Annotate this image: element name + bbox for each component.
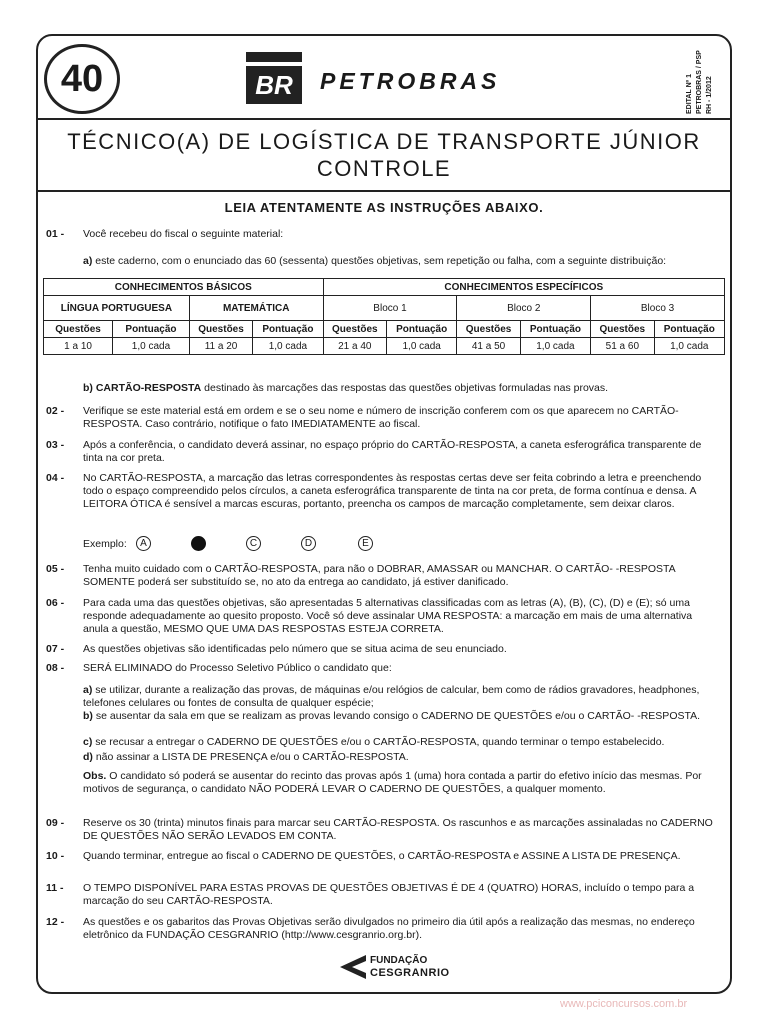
title-divider: [36, 190, 732, 192]
example-label: Exemplo:: [83, 538, 127, 550]
item-08c: c) se recusar a entregar o CADERNO DE QUESTÕES e/ou o CARTÃO-RESPOSTA, quando terminar o tempo estabelecido.: [83, 736, 665, 748]
item-number: 09 -: [46, 817, 65, 829]
item-number: 01 -: [46, 228, 65, 240]
item-02: Verifique se este material está em ordem e se o seu nome e número de inscrição conferem com os que aparecem no CARTÃO-RESPOSTA. Caso contrário, notifique o fato IMEDIATAMENTE ao fiscal.: [83, 405, 679, 430]
br-logo-icon: BR: [246, 52, 302, 104]
instructions-heading: LEIA ATENTAMENTE AS INSTRUÇÕES ABAIXO.: [224, 200, 544, 215]
bubble-a: A: [136, 536, 151, 551]
item-01b: b) CARTÃO-RESPOSTA destinado às marcações das respostas das questões objetivas formuladas nas provas.: [83, 382, 609, 394]
item-06: Para cada uma das questões objetivas, são apresentadas 5 alternativas classificadas com as letras (A), (B), (C), (D) e (E); só uma responde adequadamente ao quesito proposto. Você só deve assinalar UMA RESPOSTA: a marcação em mais de uma alternativa anula a questão, MESMO QUE UMA DAS RESPOSTAS ESTEJA CORRETA.: [83, 597, 693, 635]
exam-title: TÉCNICO(A) DE LOGÍSTICA DE TRANSPORTE JÚNIOR CONTROLE: [67, 129, 701, 181]
bubble-b-filled: [191, 536, 206, 551]
bubble-c: C: [246, 536, 261, 551]
petrobras-logo: [246, 52, 546, 108]
item-number: 04 -: [46, 472, 65, 484]
item-03: Após a conferência, o candidato deverá assinar, no espaço próprio do CARTÃO-RESPOSTA, a caneta esferográfica transparente de tinta na cor preta.: [83, 439, 702, 464]
item-number: 08 -: [46, 662, 65, 674]
item-11: O TEMPO DISPONÍVEL PARA ESTAS PROVAS DE QUESTÕES OBJETIVAS É DE 4 (QUATRO) HORAS, incluído o tempo para a marcação do seu CARTÃO-RESPOSTA.: [83, 882, 695, 907]
distribution-table: CONHECIMENTOS BÁSICOS CONHECIMENTOS ESPECÍFICOS LÍNGUA PORTUGUESA MATEMÁTICA Bloco 1 Bloco 2 Bloco 3 Questões Pontuação Questões Pontuação Questões Pontuação Questões Pontuação Questões Pontuação 1 a 10 1,0 cada 11 a 20 1,0 cada 21 a 40 1,0 cada 41 a 50 1,0 cada 51 a 60 1,0 cada: [43, 278, 725, 355]
bubble-e: E: [358, 536, 373, 551]
item-05: Tenha muito cuidado com o CARTÃO-RESPOSTA, para não o DOBRAR, AMASSAR ou MANCHAR. O CARTÃO- -RESPOSTA SOMENTE poderá ser substituído se, no ato da entrega ao candidato, já estiver danificado.: [83, 563, 676, 588]
item-number: 12 -: [46, 916, 65, 928]
brand-name: PETROBRAS: [320, 68, 501, 94]
exam-number-badge: [44, 44, 120, 114]
item-08d: d) não assinar a LISTA DE PRESENÇA e/ou o CARTÃO-RESPOSTA.: [83, 751, 409, 763]
obs-note: Obs. O candidato só poderá se ausentar do recinto das provas após 1 (uma) hora contada a partir do efetivo início das mesmas. Por motivos de segurança, o candidato NÃO PODERÁ LEVAR O CADERNO DE QUESTÕES, a qualquer momento.: [83, 770, 702, 795]
edital-info: EDITAL Nº 1 PETROBRAS / PSP RH - 1/2012: [686, 50, 713, 114]
cesgranrio-logo: FUNDAÇÃO CESGRANRIO: [338, 953, 438, 983]
item-number: 03 -: [46, 439, 65, 451]
item-07: As questões objetivas são identificadas pelo número que se situa acima de seu enunciado.: [83, 643, 507, 655]
item-04: No CARTÃO-RESPOSTA, a marcação das letras correspondentes às respostas certas deve ser feita cobrindo a letra e preenchendo todo o espaço compreendido pelos círculos, a caneta esferográfica transparente de tinta na cor preta, de forma contínua e densa. A LEITORA ÓTICA é sensível a marcas escuras, portanto, preencha os campos de marcação completamente, sem deixar claros.: [83, 472, 702, 510]
item-10: Quando terminar, entregue ao fiscal o CADERNO DE QUESTÕES, o CARTÃO-RESPOSTA e ASSINE A LISTA DE PRESENÇA.: [83, 850, 681, 862]
item-number: 07 -: [46, 643, 65, 655]
header-divider: [36, 118, 732, 120]
item-08a: a) se utilizar, durante a realização das provas, de máquinas e/ou relógios de calcular, bem como de rádios gravadores, headphones, telefones celulares ou fontes de consulta de qualquer espécie;: [83, 684, 700, 709]
item-number: 05 -: [46, 563, 65, 575]
bubble-d: D: [301, 536, 316, 551]
item-01: Você recebeu do fiscal o seguinte material:: [83, 228, 284, 240]
item-12: As questões e os gabaritos das Provas Objetivas serão divulgados no primeiro dia útil após a realização das mesmas, no endereço eletrônico da FUNDAÇÃO CESGRANRIO (http://www.cesgranrio.org.br).: [83, 916, 695, 941]
item-08: SERÁ ELIMINADO do Processo Seletivo Público o candidato que:: [83, 662, 392, 674]
item-number: 06 -: [46, 597, 65, 609]
watermark: www.pciconcursos.com.br: [560, 998, 688, 1010]
item-number: 10 -: [46, 850, 65, 862]
item-number: 11 -: [46, 882, 64, 894]
item-number: 02 -: [46, 405, 65, 417]
item-09: Reserve os 30 (trinta) minutos finais para marcar seu CARTÃO-RESPOSTA. Os rascunhos e as marcações assinaladas no CADERNO DE QUESTÕES NÃO SERÃO LEVADOS EM CONTA.: [83, 817, 713, 842]
item-01a: a) este caderno, com o enunciado das 60 (sessenta) questões objetivas, sem repetição ou falha, com a seguinte distribuição:: [83, 255, 667, 267]
item-08b: b) se ausentar da sala em que se realizam as provas levando consigo o CADERNO DE QUESTÕES e/ou o CARTÃO- -RESPOSTA.: [83, 710, 701, 722]
exam-number: 40: [60, 57, 104, 100]
cesgranrio-icon: [338, 953, 368, 981]
